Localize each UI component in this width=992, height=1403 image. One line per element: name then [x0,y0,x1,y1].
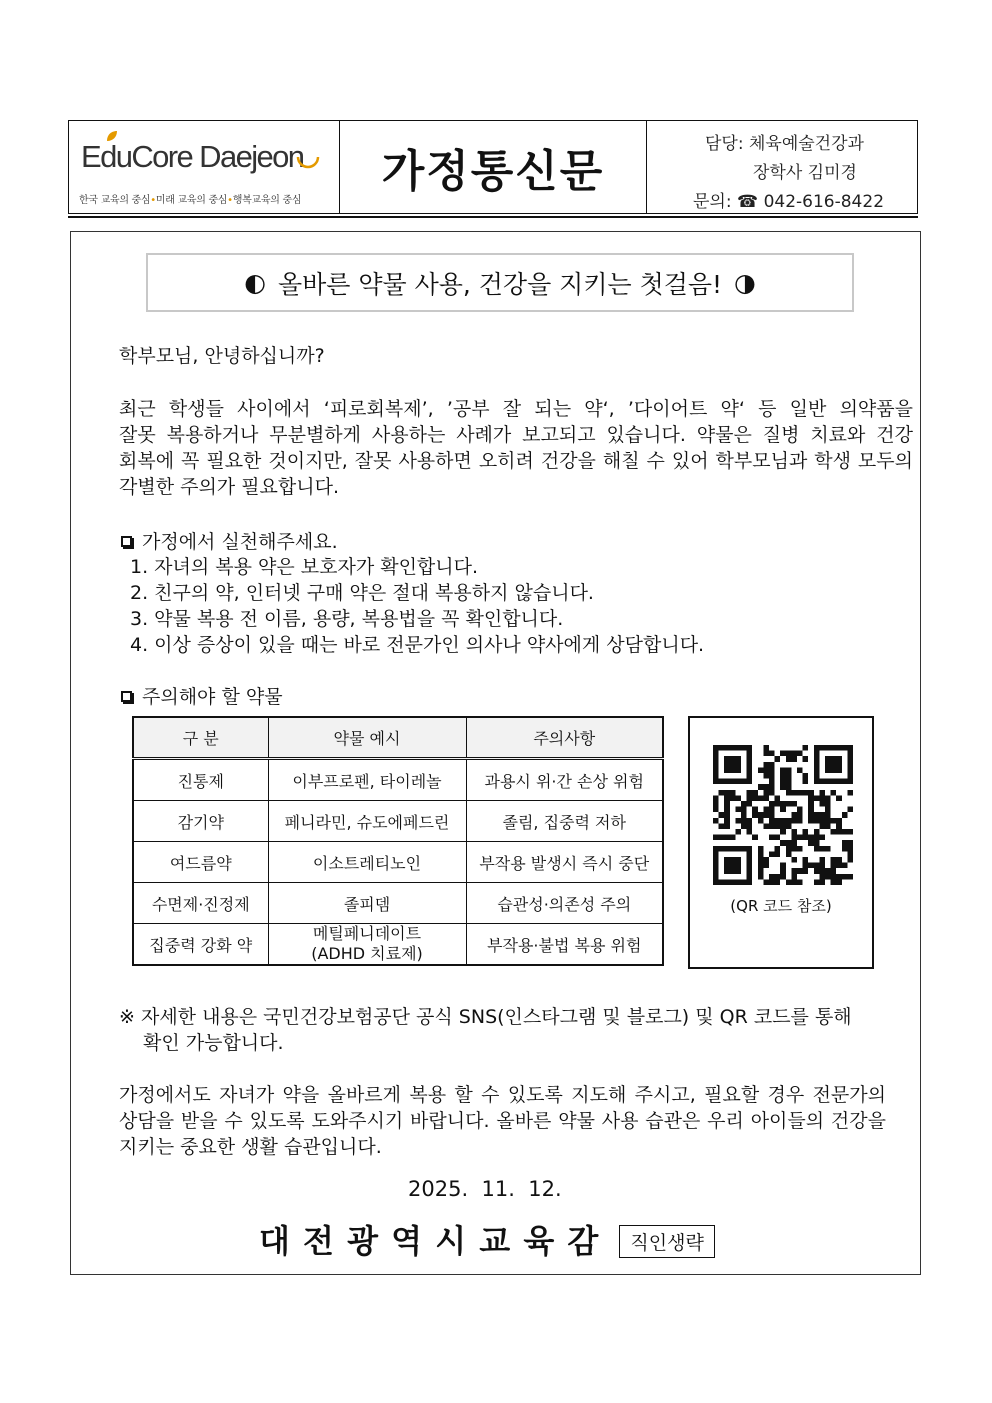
list-item: 4. 이상 증상이 있을 때는 바로 전문가인 의사나 약사에게 상담합니다. [130,634,705,656]
table-row [133,759,663,801]
letterhead [68,120,918,214]
headline-text: 올바른 약물 사용, 건강을 지키는 첫걸음! [277,269,723,299]
intro-line-4: 각별한 주의가 필요합니다. [119,476,340,498]
list-item: 3. 약물 복용 전 이름, 용량, 복용법을 꼭 확인합니다. [130,608,564,630]
contact-dept: 담당: 체육예술건강과 [705,134,864,154]
cell-caution: 부작용 발생시 즉시 중단 [466,842,663,883]
table-row [133,883,663,924]
cell-caution: 졸림, 집중력 저하 [466,801,663,842]
logo [69,121,340,213]
cell-example: 페니라민, 슈도에페드린 [268,801,466,842]
closing-line-2: 상담을 받을 수 있도록 도와주시기 바랍니다. 올바른 약물 사용 습관은 우리 아이들의 건강을 [119,1110,886,1132]
list-item: 2. 친구의 약, 인터넷 구매 약은 절대 복용하지 않습니다. [130,582,594,604]
contact-phone: 문의: ☎ 042-616-8422 [693,192,885,212]
half-circle-left-icon: ◐ [244,268,266,297]
cell-category: 진통제 [133,759,268,801]
contact-person: 장학사 김미경 [753,163,857,183]
intro-line-1: 최근 학생들 사이에서 ‘피로회복제’, ’공부 잘 되는 약‘, ’다이어트 약‘ 등 일반 의약품을 [119,398,913,420]
cell-example: 이소트레티노인 [268,842,466,883]
document-title: 가정통신문 [381,146,605,197]
cell-category: 집중력 강화 약 [133,924,268,966]
column-header-example: 약물 예시 [268,717,466,759]
list-item: 1. 자녀의 복용 약은 보호자가 확인합니다. [130,556,479,578]
table-header-row [133,717,663,759]
headline-banner [146,253,854,312]
cell-example: 이부프로펜, 타이레놀 [268,759,466,801]
contact-info [647,121,917,213]
cell-category: 여드름약 [133,842,268,883]
cell-caution: 과용시 위·간 손상 위험 [466,759,663,801]
cell-category: 감기약 [133,801,268,842]
column-header-caution: 주의사항 [466,717,663,759]
cell-caution: 습관성·의존성 주의 [466,883,663,924]
issuer-name: 대 전 광 역 시 교 육 감 [259,1222,600,1260]
phone-icon: ☎ [736,192,759,212]
qr-code-panel [688,716,874,969]
intro-line-2: 잘못 복용하거나 무분별하게 사용하는 사례가 보고되고 있습니다. 약물은 질병 치료와 건강 [119,424,913,446]
closing-line-1: 가정에서도 자녀가 약을 올바르게 복용 할 수 있도록 지도해 주시고, 필요할 경우 전문가의 [119,1084,886,1106]
column-header-category: 구 분 [133,717,268,759]
table-row [133,801,663,842]
table-row [133,924,663,966]
logo-slogan: 한국 교육의 중심•미래 교육의 중심•행복교육의 중심 [79,195,302,206]
checkbox-square-icon [121,536,132,547]
issue-date: 2025. 11. 12. [408,1177,562,1201]
table-row [133,842,663,883]
home-practice-heading: 가정에서 실천해주세요. [121,527,338,554]
cell-example: 메틸페니데이트 (ADHD 치료제) [268,924,466,966]
greeting: 학부모님, 안녕하십니까? [119,345,325,367]
half-circle-right-icon: ◑ [734,268,756,297]
intro-line-3: 회복에 꼭 필요한 것이지만, 잘못 사용하면 오히려 건강을 해칠 수 있어 학부모님과 학생 모두의 [119,450,913,472]
document-title-cell [340,121,647,213]
note-line-2: 확인 가능합니다. [143,1032,284,1054]
seal-omitted-stamp: 직인생략 [619,1225,714,1258]
qr-caption: (QR 코드 참조) [730,897,832,915]
logo-text: EduCore Daejeon [81,139,304,174]
cell-category: 수면제·진정제 [133,883,268,924]
cell-caution: 부작용·불법 복용 위험 [466,924,663,966]
checkbox-square-icon [121,691,132,702]
drug-caution-table [132,716,664,966]
qr-code-icon[interactable] [704,745,862,885]
drug-caution-heading: 주의해야 할 약물 [121,682,283,709]
signature-line [259,1216,715,1262]
closing-line-3: 지키는 중요한 생활 습관입니다. [119,1136,382,1158]
logo-sun-icon [295,147,321,173]
note-line-1: ※ 자세한 내용은 국민건강보험공단 공식 SNS(인스타그램 및 블로그) 및 QR 코드를 통해 [119,1006,852,1028]
letter-body [70,231,921,1275]
cell-example: 졸피뎀 [268,883,466,924]
